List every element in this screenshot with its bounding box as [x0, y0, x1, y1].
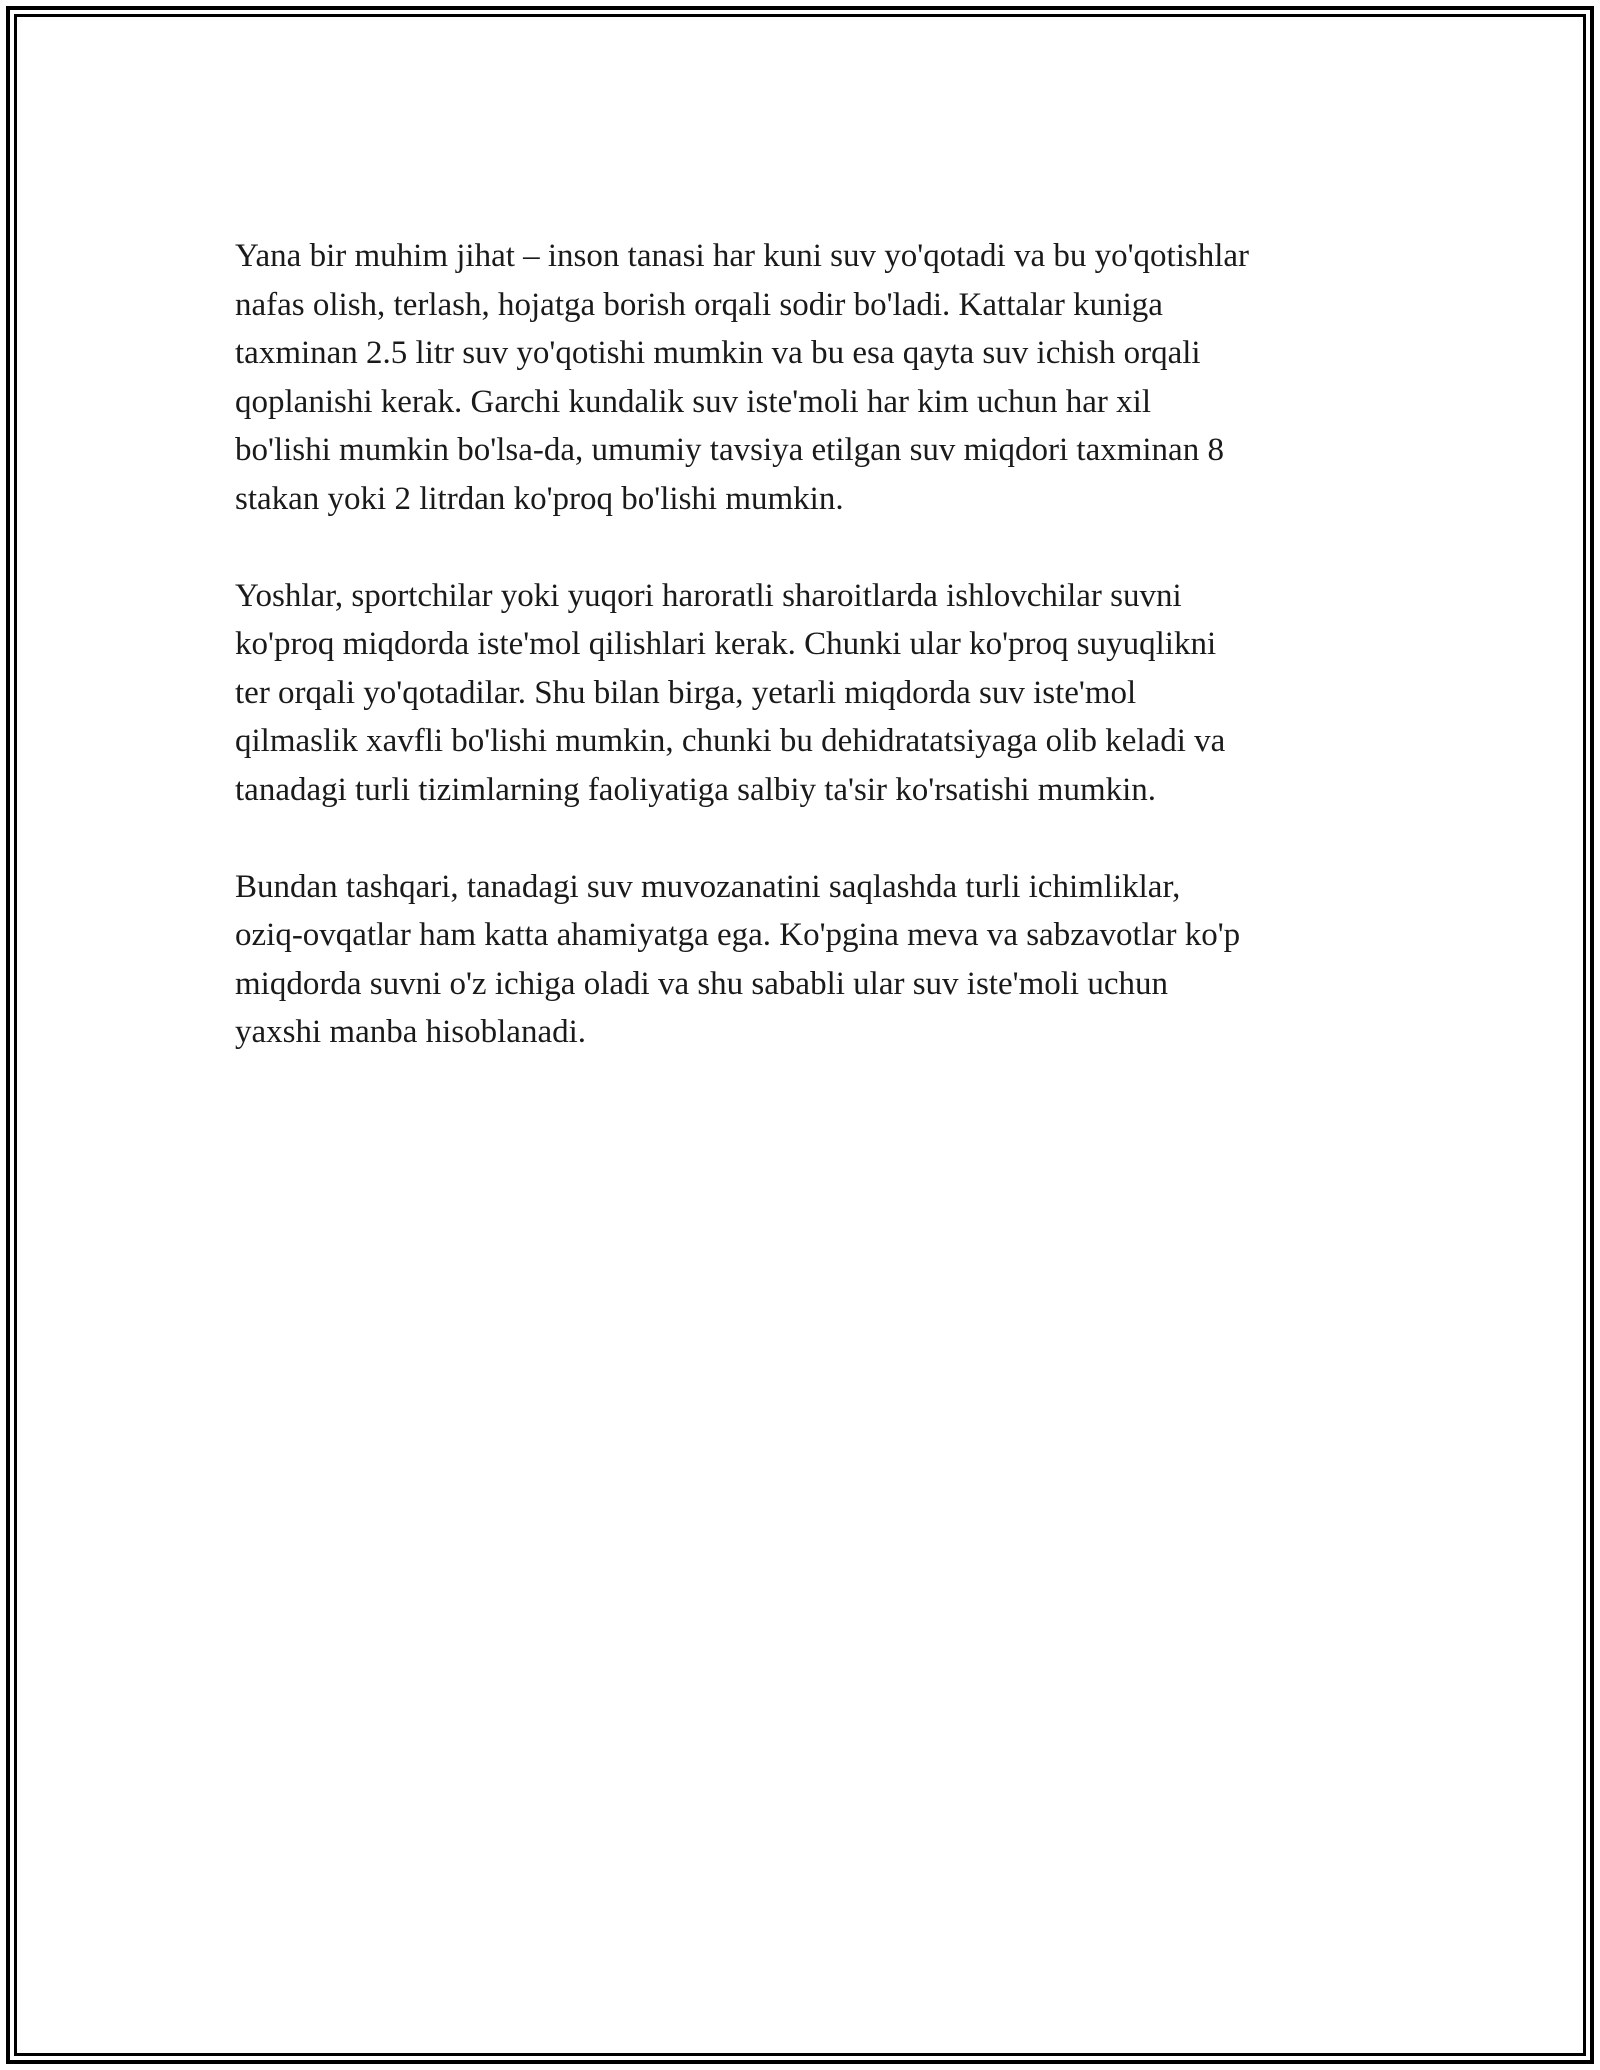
text-line: ko'proq miqdorda iste'mol qilishlari kerak. Chunki ular ko'proq suyuqlikni	[235, 626, 1217, 662]
text-line: nafas olish, terlash, hojatga borish orqali sodir bo'ladi. Kattalar kuniga	[235, 286, 1163, 323]
text-line: taxminan 2.5 litr suv yo'qotishi mumkin va bu esa qayta suv ichish orqali	[235, 335, 1201, 371]
document-body	[235, 232, 1385, 1105]
paragraph-1	[235, 232, 1385, 523]
text-line: oziq-ovqatlar ham katta ahamiyatga ega. Ko'pgina meva va sabzavotlar ko'p	[235, 917, 1241, 953]
text-line: qilmaslik xavfli bo'lishi mumkin, chunki bu dehidratatsiyaga olib keladi va	[235, 723, 1226, 759]
text-line: Bundan tashqari, tanadagi suv muvozanatini saqlashda turli ichimliklar,	[235, 868, 1181, 905]
text-line: ter orqali yo'qotadilar. Shu bilan birga, yetarli miqdorda suv iste'mol	[235, 674, 1137, 711]
text-line: Yoshlar, sportchilar yoki yuqori haroratli sharoitlarda ishlovchilar suvni	[235, 577, 1182, 614]
paragraph-2	[235, 572, 1385, 815]
text-line: miqdorda suvni o'z ichiga oladi va shu sababli ular suv iste'moli uchun	[235, 965, 1168, 1002]
text-line: stakan yoki 2 litrdan ko'proq bo'lishi mumkin.	[235, 480, 844, 517]
text-line: Yana bir muhim jihat – inson tanasi har kuni suv yo'qotadi va bu yo'qotishlar	[235, 238, 1250, 274]
text-line: qoplanishi kerak. Garchi kundalik suv iste'moli har kim uchun har xil	[235, 383, 1152, 420]
text-line: bo'lishi mumkin bo'lsa-da, umumiy tavsiya etilgan suv miqdori taxminan 8	[235, 432, 1224, 468]
text-line: yaxshi manba hisoblanadi.	[235, 1014, 587, 1050]
text-line: tanadagi turli tizimlarning faoliyatiga salbiy ta'sir ko'rsatishi mumkin.	[235, 771, 1157, 808]
paragraph-3	[235, 863, 1385, 1057]
